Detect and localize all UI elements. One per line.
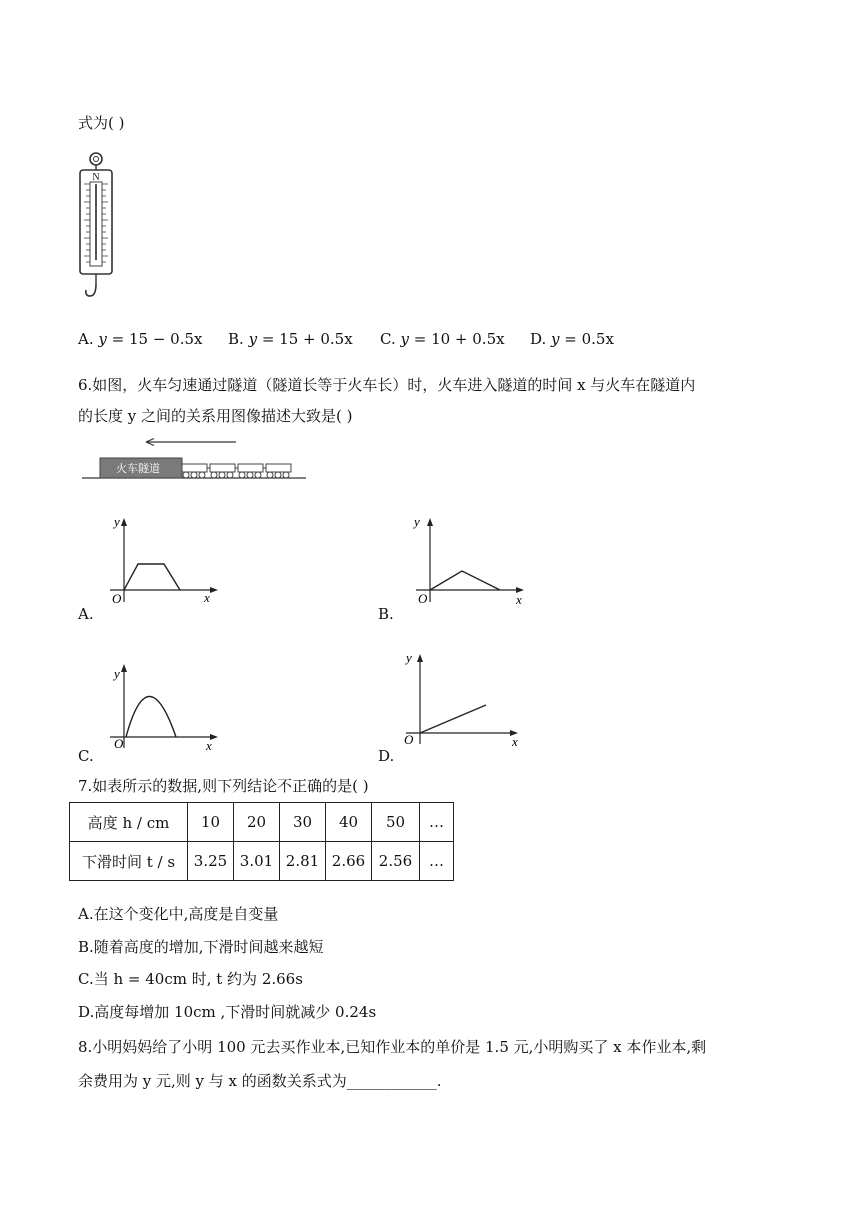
q6-stem-line2: 的长度 y 之间的关系用图像描述大致是( ) [78,407,353,425]
graph-d-curve [420,705,486,733]
graph-c [100,660,226,752]
table-header-height: 高度 h / cm [70,803,188,842]
table-cell: … [420,842,454,881]
table-cell: 40 [326,803,372,842]
spring-scale-figure [74,150,118,304]
spring-scale-unit: N [92,172,100,183]
graph-a [100,514,226,606]
q6-option-d[interactable]: D. [378,747,395,765]
graph-b-origin: O [418,591,428,606]
graph-d-y-label: y [406,650,412,665]
table-cell: 20 [234,803,280,842]
table-cell: … [420,803,454,842]
q5-option-a[interactable]: A. y = 15 − 0.5x [78,330,203,348]
q7-option-a[interactable]: A.在这个变化中,高度是自变量 [78,905,279,923]
table-cell: 3.25 [188,842,234,881]
q5-option-c[interactable]: C. y = 10 + 0.5x [380,330,505,348]
table-cell: 30 [280,803,326,842]
graph-a-curve [124,564,180,590]
q8-stem-line2: 余费用为 y 元,则 y 与 x 的函数关系式为____________. [78,1072,442,1090]
table-header-time: 下滑时间 t / s [70,842,188,881]
graph-a-y-label: y [114,514,120,529]
q6-option-b[interactable]: B. [378,605,394,623]
graph-a-x-label: x [204,590,210,605]
q7-stem: 7.如表所示的数据,则下列结论不正确的是( ) [78,777,369,795]
graph-d-x-label: x [512,734,518,748]
table-row [70,842,454,881]
q5-option-b[interactable]: B. y = 15 + 0.5x [228,330,353,348]
q7-option-b[interactable]: B.随着高度的增加,下滑时间越来越短 [78,938,324,956]
graph-c-y-label: y [114,666,120,681]
q6-stem-line1: 6.如图，火车匀速通过隧道（隧道长等于火车长）时，火车进入隧道的时间 x 与火车在隧道内 [78,376,696,394]
graph-b-curve [430,571,500,590]
graph-c-origin: O [114,736,124,751]
table-cell: 2.66 [326,842,372,881]
graph-b [406,514,532,606]
graph-b-y-label: y [414,514,420,529]
q6-option-a[interactable]: A. [78,605,94,623]
graph-b-x-label: x [516,592,522,606]
tunnel-label: 火车隧道 [116,463,160,475]
q8-stem-line1: 8.小明妈妈给了小明 100 元去买作业本,已知作业本的单价是 1.5 元,小明购买了 x 本作业本,剩 [78,1038,707,1056]
table-cell: 3.01 [234,842,280,881]
hook-icon [86,284,96,296]
table-cell: 10 [188,803,234,842]
q7-data-table [69,802,454,881]
graph-a-origin: O [112,591,122,606]
q7-option-d[interactable]: D.高度每增加 10cm ,下滑时间就减少 0.24s [78,1003,377,1021]
graph-c-x-label: x [206,738,212,752]
q6-option-c[interactable]: C. [78,747,94,765]
graph-d-origin: O [404,732,414,747]
table-cell: 2.81 [280,842,326,881]
q5-stem-tail: 式为( ) [78,114,125,132]
graph-d [400,648,526,748]
train-cars [182,464,291,478]
q5-option-d[interactable]: D. y = 0.5x [530,330,614,348]
table-cell: 2.56 [372,842,420,881]
train-tunnel-figure [80,434,310,484]
graph-c-curve [126,697,176,738]
table-row [70,803,454,842]
table-cell: 50 [372,803,420,842]
q7-option-c[interactable]: C.当 h = 40cm 时, t 约为 2.66s [78,970,303,988]
